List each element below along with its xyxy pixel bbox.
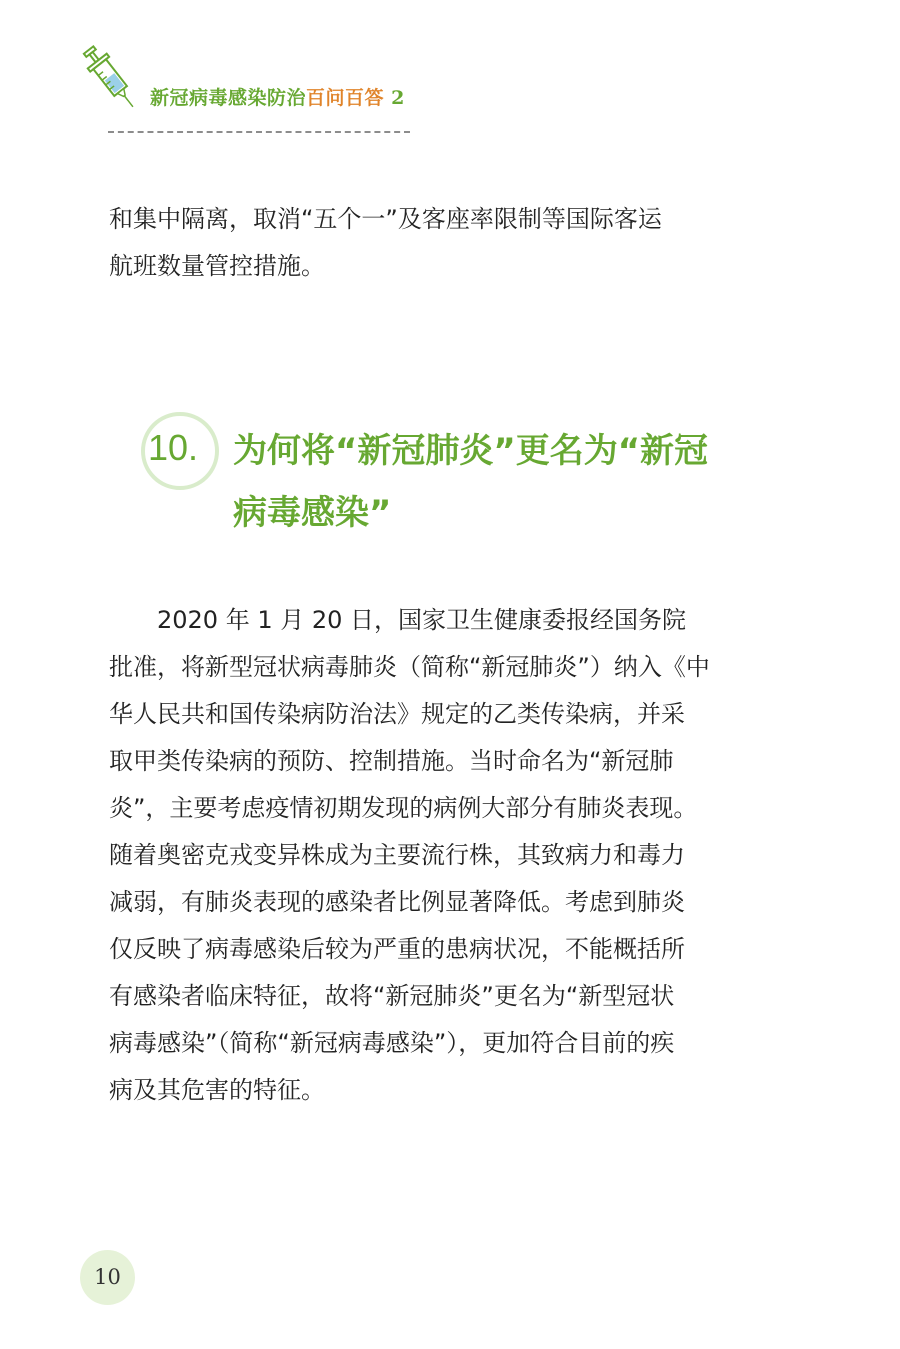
running-header [82, 40, 422, 140]
header-title [150, 83, 405, 110]
paragraph-line: 有感染者临床特征，故将“新冠肺炎”更名为“新型冠状 [109, 982, 675, 1010]
header-title-highlight: 百问百答 [306, 87, 385, 109]
section-title-line: 病毒感染” [233, 493, 392, 533]
section-title-line: 为何将“新冠肺炎”更名为“新冠 [233, 431, 709, 471]
paragraph-line: 取甲类传染病的预防、控制措施。当时命名为“新冠肺 [109, 747, 674, 775]
body-paragraph [109, 597, 759, 1114]
paragraph-line: 和集中隔离，取消“五个一”及客座率限制等国际客运 [109, 205, 662, 233]
page-number: 10 [94, 1265, 121, 1289]
paragraph-line: 华人民共和国传染病防治法》规定的乙类传染病，并采 [109, 700, 685, 728]
header-title-main: 新冠病毒感染防治 [150, 87, 307, 109]
paragraph-line: 减弱，有肺炎表现的感染者比例显著降低。考虑到肺炎 [109, 888, 685, 916]
paragraph-line: 批准，将新型冠状病毒肺炎（简称“新冠肺炎”）纳入《中 [109, 653, 710, 681]
paragraph-line: 炎”，主要考虑疫情初期发现的病例大部分有肺炎表现。 [109, 794, 698, 822]
paragraph-line: 随着奥密克戎变异株成为主要流行株，其致病力和毒力 [109, 841, 685, 869]
paragraph-line: 航班数量管控措施。 [109, 252, 325, 280]
continued-paragraph [109, 196, 759, 290]
paragraph-line: 病及其危害的特征。 [109, 1076, 325, 1104]
section-title [233, 420, 708, 544]
syringe-icon [82, 40, 142, 118]
paragraph-line: 2020 年 1 月 20 日，国家卫生健康委报经国务院 [109, 606, 687, 634]
paragraph-line: 病毒感染”（简称“新冠病毒感染”），更加符合目前的疾 [109, 1029, 675, 1057]
paragraph-line: 仅反映了病毒感染后较为严重的患病状况，不能概括所 [109, 935, 685, 963]
section-number: 10. [148, 427, 199, 468]
header-divider [108, 131, 410, 133]
header-title-volume: 2 [384, 87, 405, 109]
